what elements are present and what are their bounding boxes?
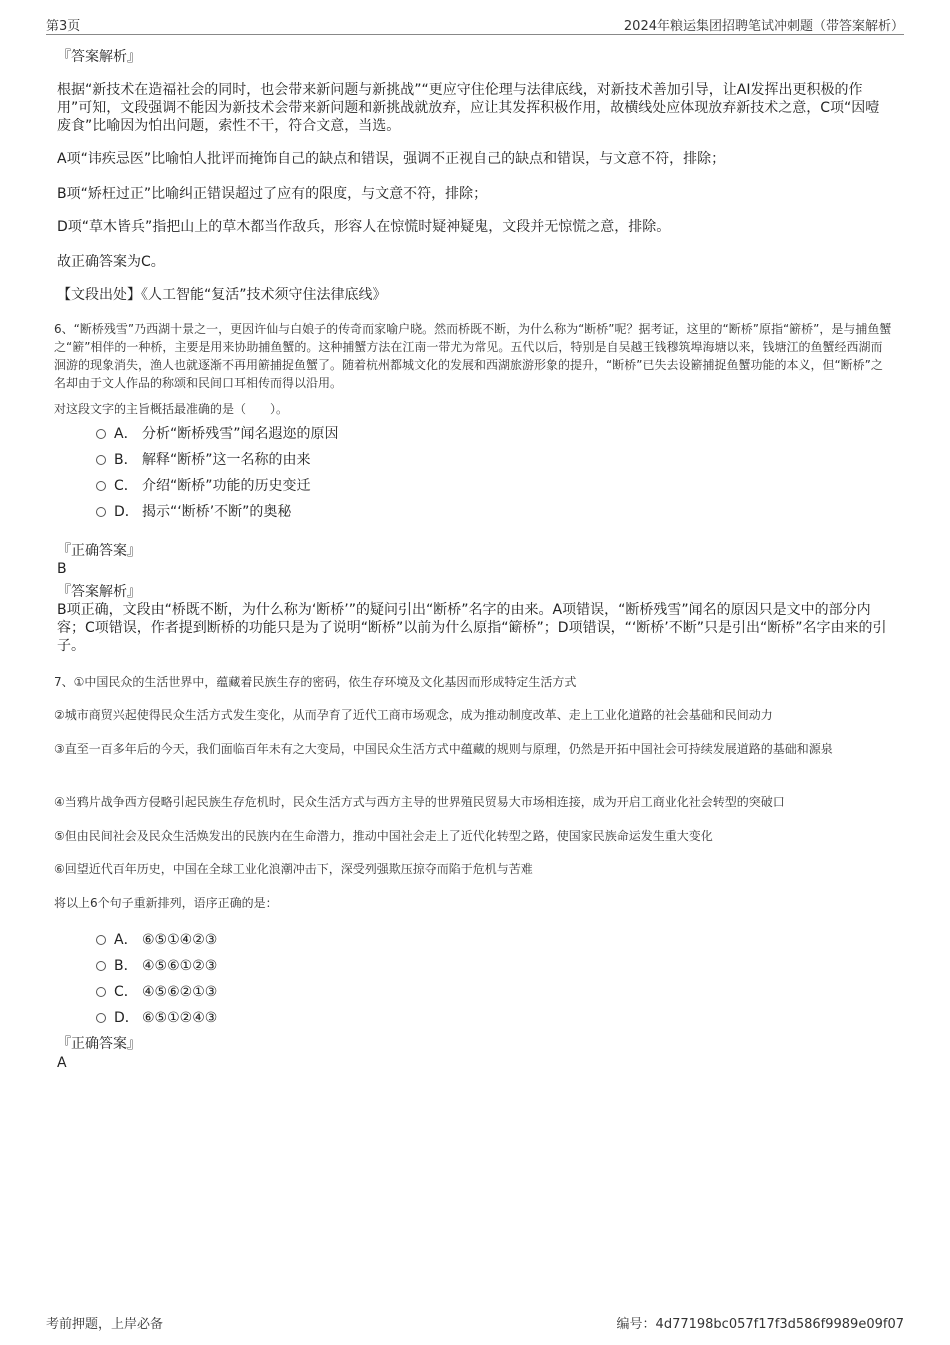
q6-option-d[interactable]: D． 揭示“‘断桥’不断”的奥秘	[96, 501, 291, 521]
radio-icon[interactable]	[96, 455, 106, 465]
q7-answer-label: 『正确答案』	[57, 1036, 141, 1052]
q6-option-c[interactable]: C． 介绍“断桥”功能的历史变迁	[96, 475, 311, 495]
q5-analysis-label: 『答案解析』	[57, 49, 141, 65]
q5-conclusion: 故正确答案为C。	[57, 254, 165, 270]
q5-analysis-paragraph: 根据“新技术在造福社会的同时，也会带来新问题与新挑战”“更应守住伦理与法律底线，对新技术善加引导，让AI发挥出更积极的作用”可知，文段强调不能因为新技术会带来新问题和新挑战就放弃，应让其发挥积极作用，故横线处应体现放弃新技术之意，C项“因噎废食”比喻因为怕出问题，索性不干，符合文意，当选。	[57, 82, 880, 134]
footer-slogan: 考前押题，上岸必备	[46, 1317, 164, 1332]
q7-answer: A	[57, 1055, 67, 1071]
q6-question: 对这段文字的主旨概括最准确的是（ ）。	[54, 402, 289, 416]
q7-sentence-6: ⑥回望近代百年历史，中国在全球工业化浪潮冲击下，深受列强欺压掠夺而陷于危机与苦难	[54, 862, 533, 876]
page-footer	[46, 1313, 904, 1333]
q5-option-b-note: B项“矫枉过正”比喻纠正错误超过了应有的限度，与文意不符，排除；	[57, 186, 488, 202]
radio-icon[interactable]	[96, 429, 106, 439]
q5-source: 【文段出处】《人工智能“复活”技术须守住法律底线》	[57, 287, 387, 303]
document-code: 编号：4d77198bc057f17f3d586f9989e09f07	[616, 1317, 904, 1332]
q6-answer-label: 『正确答案』	[57, 543, 141, 559]
q7-question: 将以上6个句子重新排列，语序正确的是：	[54, 896, 278, 910]
radio-icon[interactable]	[96, 1013, 106, 1023]
q6-analysis-label: 『答案解析』	[57, 584, 141, 600]
q7-option-c[interactable]: C． ④⑤⑥②①③	[96, 981, 217, 1001]
q7-stem: 7、①中国民众的生活世界中，蕴藏着民族生存的密码，依生存环境及文化基因而形成特定生活方式	[54, 675, 577, 689]
q7-option-b[interactable]: B． ④⑤⑥①②③	[96, 955, 217, 975]
q6-option-a[interactable]: A． 分析“断桥残雪”闻名遐迩的原因	[96, 423, 339, 443]
q7-sentence-2: ②城市商贸兴起使得民众生活方式发生变化，从而孕育了近代工商市场观念，成为推动制度改革、走上工业化道路的社会基础和民间动力	[54, 708, 773, 722]
page-number: 第3页	[46, 19, 81, 34]
radio-icon[interactable]	[96, 481, 106, 491]
radio-icon[interactable]	[96, 507, 106, 517]
radio-icon[interactable]	[96, 961, 106, 971]
q7-option-d[interactable]: D． ⑥⑤①②④③	[96, 1007, 217, 1027]
document-title: 2024年粮运集团招聘笔试冲刺题（带答案解析）	[623, 19, 904, 34]
q5-option-a-note: A项“讳疾忌医”比喻怕人批评而掩饰自己的缺点和错误，强调不正视自己的缺点和错误，与文意不符，排除；	[57, 151, 726, 167]
q7-option-a[interactable]: A． ⑥⑤①④②③	[96, 929, 217, 949]
page-header	[46, 14, 904, 35]
q7-sentence-3: ③直至一百多年后的今天，我们面临百年未有之大变局，中国民众生活方式中蕴藏的规则与原理，仍然是开拓中国社会可持续发展道路的基础和源泉	[54, 742, 833, 756]
q6-answer: B	[57, 561, 67, 577]
radio-icon[interactable]	[96, 935, 106, 945]
radio-icon[interactable]	[96, 987, 106, 997]
q6-stem: 6、“断桥残雪”乃西湖十景之一，更因许仙与白娘子的传奇而家喻户晓。然而桥既不断，为什么称为“断桥”呢？据考证，这里的“断桥”原指“簖桥”，是与捕鱼蟹之“簖”相伴的一种桥，主要是用来协助捕鱼蟹的。这种捕蟹方法在江南一带尤为常见。五代以后，特别是自吴越王钱穆筑埠海塘以来，钱塘江的鱼蟹经西湖而洄游的现象消失，渔人也就逐渐不再用簖捕捉鱼蟹了。随着杭州都城文化的发展和西湖旅游形象的提升，“断桥”已失去设簖捕捉鱼蟹功能的本义，但“断桥”之名却由于文人作品的称颂和民间口耳相传而得以沿用。	[54, 322, 892, 390]
q5-option-d-note: D项“草木皆兵”指把山上的草木都当作敌兵，形容人在惊慌时疑神疑鬼，文段并无惊慌之意，排除。	[57, 219, 671, 235]
q7-sentence-5: ⑤但由民间社会及民众生活焕发出的民族内在生命潜力，推动中国社会走上了近代化转型之路，使国家民族命运发生重大变化	[54, 829, 713, 843]
q6-analysis: B项正确，文段由“桥既不断，为什么称为‘断桥’”的疑问引出“断桥”名字的由来。A项错误，“断桥残雪”闻名的原因只是文中的部分内容；C项错误，作者提到断桥的功能只是为了说明“断桥”以前为什么原指“簖桥”；D项错误，“‘断桥’不断”只是引出“断桥”名字由来的引子。	[57, 602, 887, 654]
q7-sentence-4: ④当鸦片战争西方侵略引起民族生存危机时，民众生活方式与西方主导的世界殖民贸易大市场相连接，成为开启工商业化社会转型的突破口	[54, 795, 785, 809]
q6-option-b[interactable]: B． 解释“断桥”这一名称的由来	[96, 449, 311, 469]
